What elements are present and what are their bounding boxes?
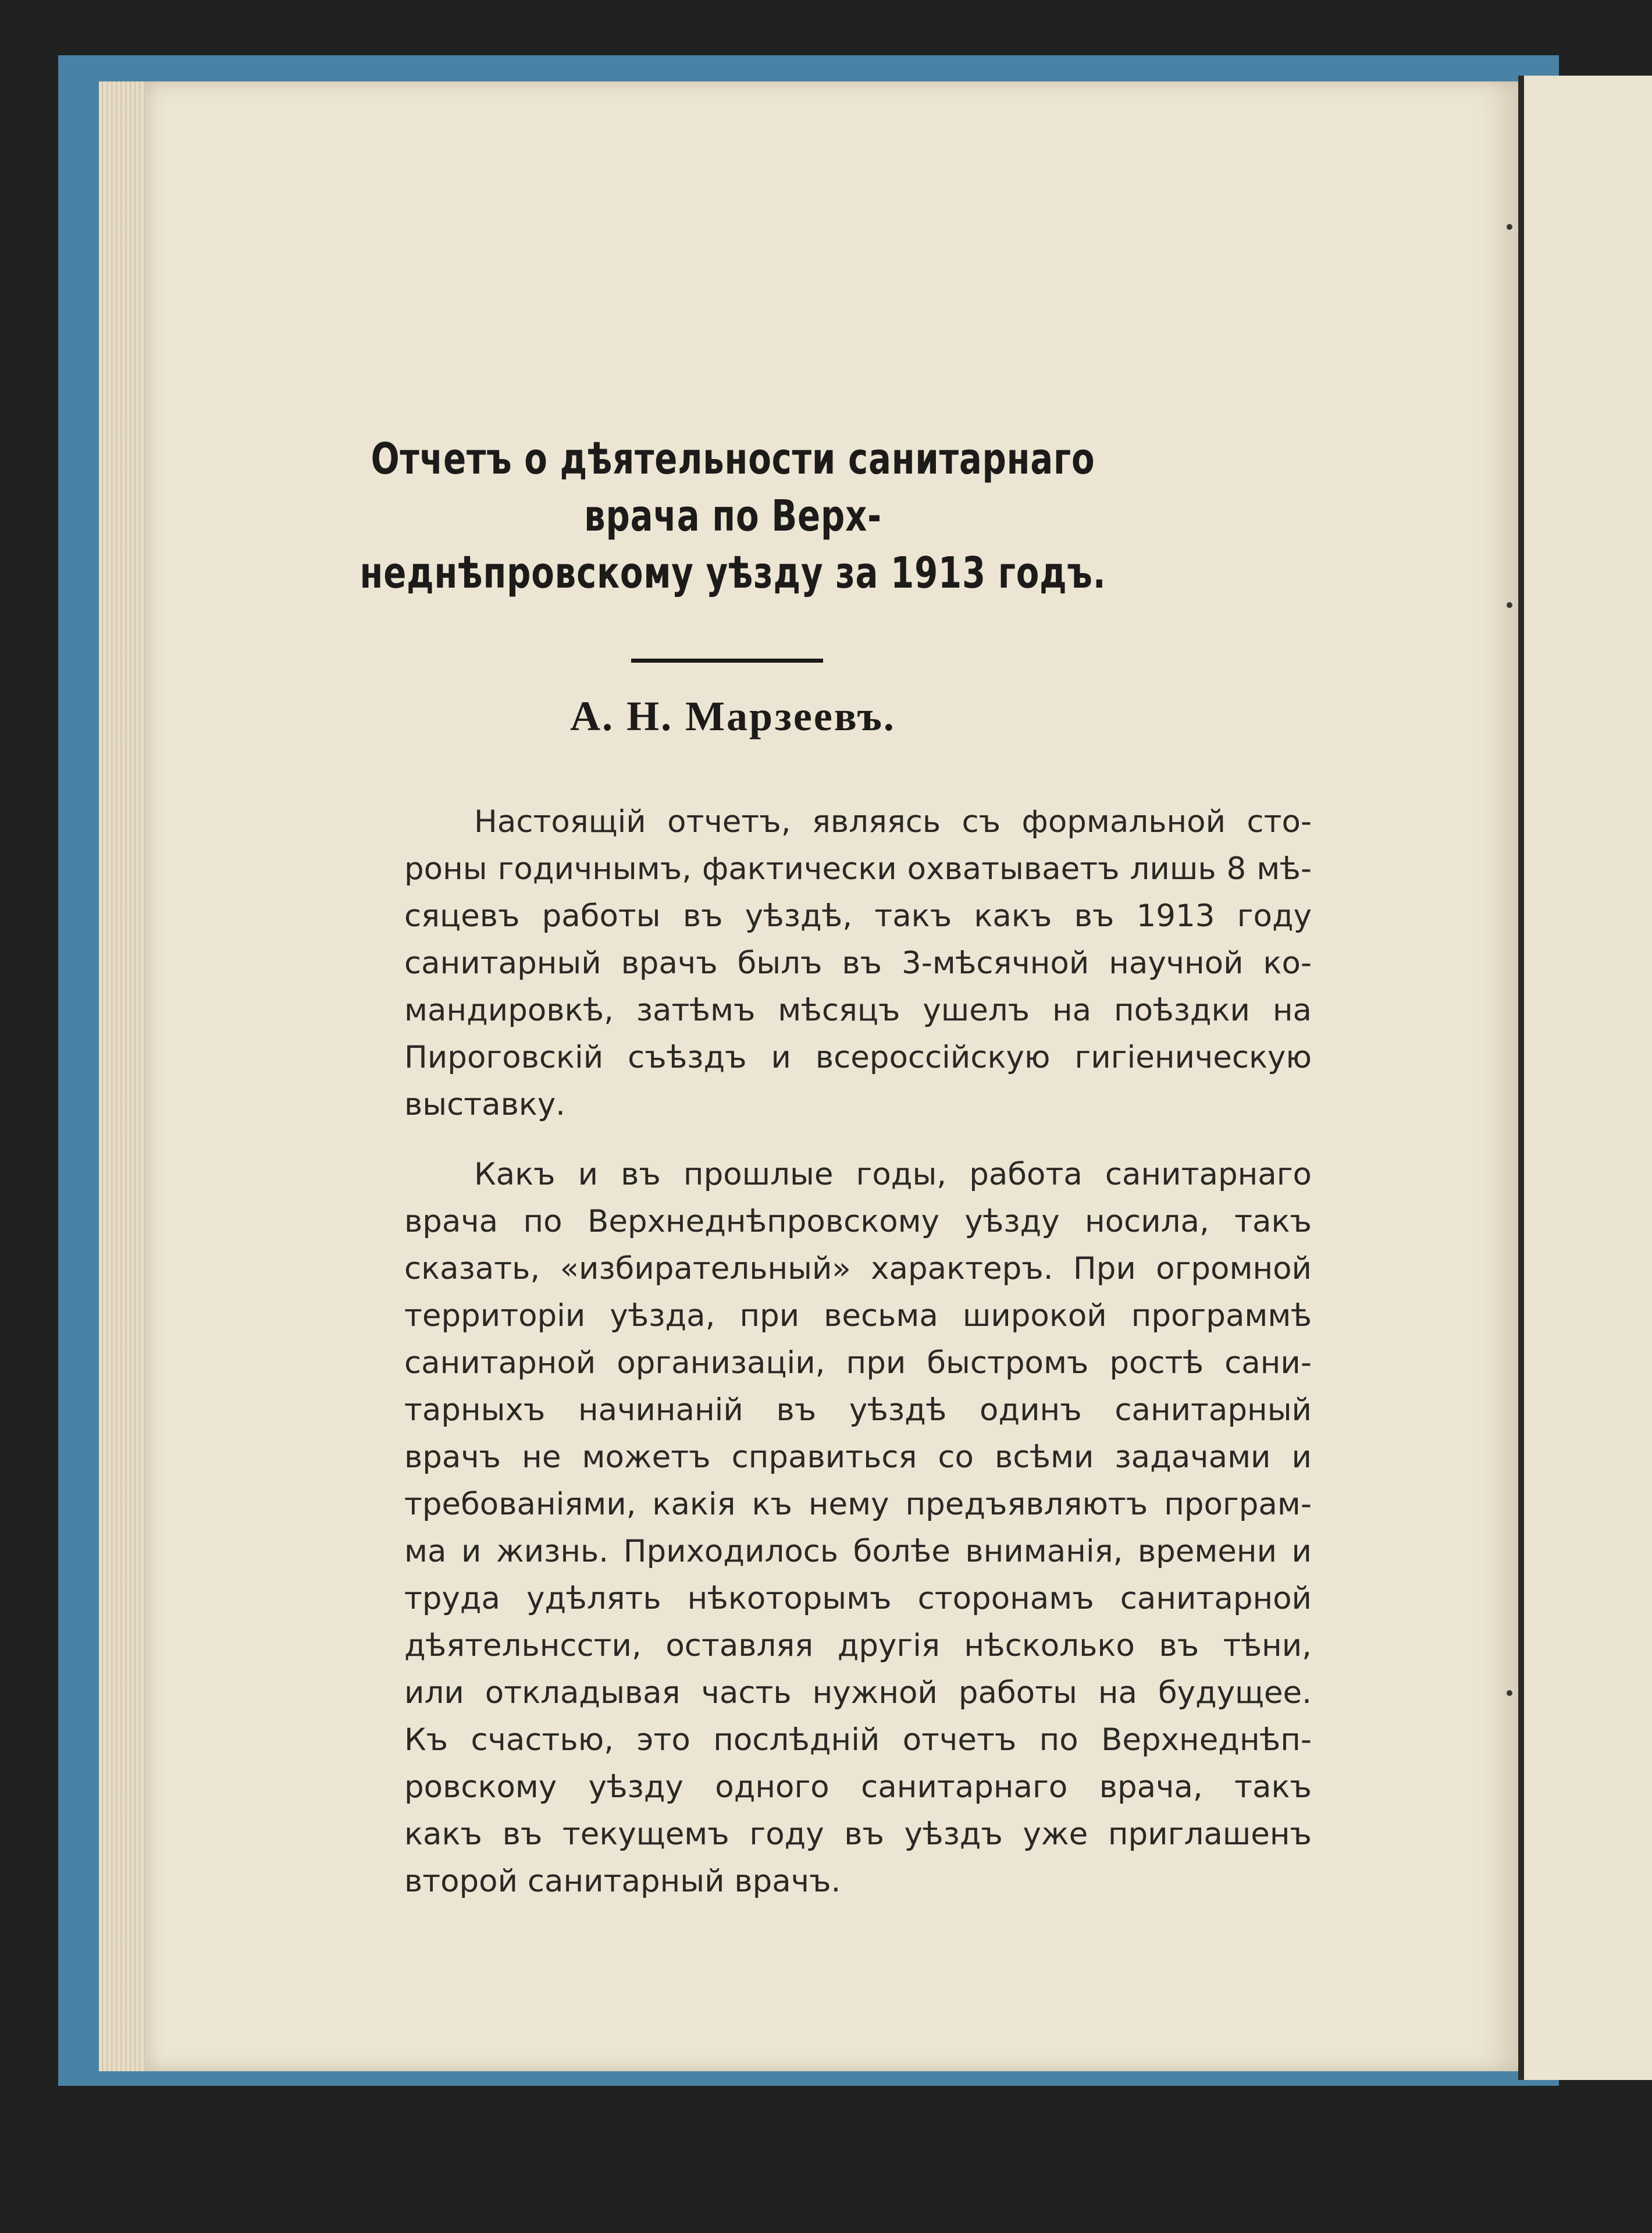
text-line: Какъ и въ прошлые годы, работа санитарнаго (474, 1157, 1312, 1192)
text-line: территоріи уѣзда, при весьма широкой программѣ (404, 1298, 1312, 1334)
page-edges (99, 81, 151, 2071)
text-line: дѣятельнсcти, оставляя другія нѣсколько въ тѣни, (404, 1628, 1312, 1663)
text-line: сказать, «избирательный» характеръ. При огромной (404, 1251, 1312, 1286)
text-line: ровскому уѣзду одного санитарнаго врача, такъ (404, 1769, 1312, 1805)
title-divider (631, 659, 823, 663)
ink-speck (1507, 602, 1512, 608)
text-line: труда удѣлять нѣкоторымъ сторонамъ санитарной (404, 1581, 1312, 1616)
text-line: врачъ не можетъ справиться со всѣми задачами и (404, 1439, 1312, 1475)
facing-page-edge (1518, 76, 1652, 2080)
title-line-1: Отчетъ о дѣятельности санитарнаго врача по Верх- (371, 434, 1095, 541)
text-line: санитарной организаціи, при быстромъ ростѣ сани- (404, 1345, 1312, 1381)
text-line: выставку. (404, 1087, 566, 1122)
text-line: роны годичнымъ, фактически охватываетъ лишь 8 мѣ- (404, 851, 1312, 887)
text-line: какъ въ текущемъ году въ уѣздъ уже приглашенъ (404, 1816, 1312, 1852)
text-line: санитарный врачъ былъ въ 3-мѣсячной научной ко- (404, 945, 1312, 981)
ink-speck (1507, 224, 1512, 230)
title-line-2: неднѣпровскому уѣзду за 1913 годъ. (359, 548, 1106, 598)
text-line: ма и жизнь. Приходилось болѣе вниманія, времени и (404, 1534, 1312, 1569)
text-line: мандировкѣ, затѣмъ мѣсяцъ ушелъ на поѣздки на (404, 993, 1312, 1028)
text-line: сяцевъ работы въ уѣздѣ, такъ какъ въ 1913 году (404, 898, 1312, 934)
text-line: тарныхъ начинаній въ уѣздѣ одинъ санитарный (404, 1392, 1312, 1428)
article-title (357, 431, 1110, 602)
text-line: требованіями, какія къ нему предъявляютъ програм- (404, 1487, 1312, 1522)
text-line: второй санитарный врачъ. (404, 1864, 841, 1899)
paragraph-1 (404, 798, 1312, 1128)
text-line: Настоящій отчетъ, являясь съ формальной сто- (474, 804, 1312, 840)
text-line: или откладывая часть нужной работы на будущее. (404, 1675, 1312, 1711)
text-line: Пироговскій съѣздъ и всероссійскую гигіеническую (404, 1040, 1312, 1075)
author-name: А. Н. Марзеевъ. (570, 693, 896, 739)
ink-speck (1507, 1690, 1512, 1696)
paragraph-2 (404, 1151, 1312, 1905)
text-line: Къ счастью, это послѣдній отчетъ по Верхнеднѣп- (404, 1722, 1312, 1758)
text-line: врача по Верхнеднѣпровскому уѣзду носила, такъ (404, 1204, 1312, 1239)
